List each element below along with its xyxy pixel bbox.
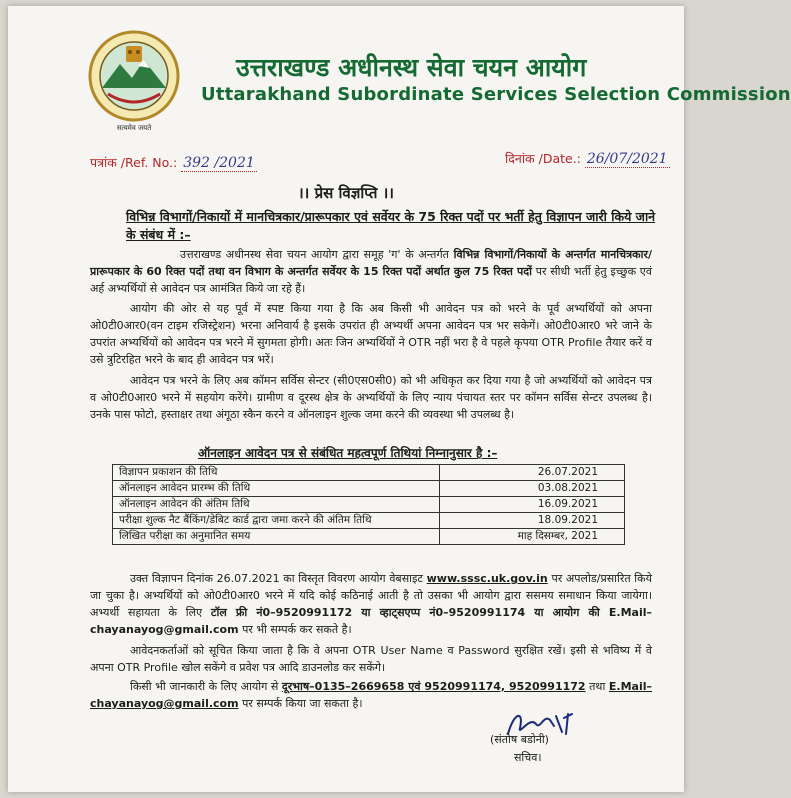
- date-event-value: 03.08.2021: [440, 481, 625, 497]
- paragraph-text: पर सीधी भर्ती हेतु इच्छुक एवं अर्ह अभ्यर्थियों से आवेदन पत्र आमंत्रित किये जा रहे हैं।: [90, 265, 652, 295]
- paragraph-website: [90, 570, 652, 638]
- paragraph-csc: आवेदन पत्र भरने के लिए अब कॉमन सर्विस सेन्टर (सी0एस0सी0) को भी अधिकृत कर दिया गया है जो अभ्यर्थियों को आवेदन पत्र व ओ0टी0आर0 भरने में सहयोग करेंगे। ग्रामीण व दूरस्थ क्षेत्र के अभ्यर्थियों के लिए न्याय पंचायत स्तर पर कॉमन सर्विस सेन्टर उपलब्ध है। उनके पास फोटो, हस्ताक्षर तथा अंगूठा स्कैन करने व ऑनलाइन शुल्क जमा करने की व्यवस्था भी उपलब्ध है।: [90, 374, 652, 421]
- table-row: [113, 513, 625, 529]
- paragraph-text: पर भी सम्पर्क कर सकते है।: [238, 623, 352, 636]
- notice-title: ।। प्रेस विज्ञप्ति ।।: [298, 184, 394, 202]
- ref-label: पत्रांक /Ref. No.:: [90, 155, 178, 170]
- website-link[interactable]: www.sssc.uk.gov.in: [426, 572, 548, 585]
- vacancy-details: विभिन्न विभागों/निकायों के अन्तर्गत मानचित्रकार/प्रारूपकार के 60 रिक्त पदों तथा वन विभाग के अन्तर्गत सर्वेयर के 15 रिक्त पदों अर्थात कुल 75 रिक्त पदों: [90, 248, 652, 278]
- commission-name-hindi: उत्तराखण्ड अधीनस्थ सेवा चयन आयोग: [236, 53, 587, 82]
- paragraph-text: पर सम्पर्क किया जा सकता है।: [238, 697, 363, 710]
- signatory-designation: सचिव।: [514, 751, 542, 764]
- date-event-label: ऑनलाइन आवेदन प्रारम्भ की तिथि: [113, 481, 440, 497]
- emblem-caption: सत्यमेव जयते: [116, 124, 152, 132]
- commission-name-english: Uttarakhand Subordinate Services Selection Commission: [201, 84, 791, 105]
- helpline-details: टॉल फ्री नं0–9520991172 या व्हाट्सएप्प नं0–9520991174 या आयोग की E.Mail–chayanayog@gmail.com: [90, 606, 652, 636]
- table-row: [113, 529, 625, 545]
- contact-phone: दूरभाष–0135–2669658 एवं 9520991174, 9520991172: [281, 680, 586, 693]
- date-event-label: लिखित परीक्षा का अनुमानित समय: [113, 529, 440, 545]
- date-event-label: परीक्षा शुल्क नैट बैंकिंग/डेबिट कार्ड द्वारा जमा करने की अंतिम तिथि: [113, 513, 440, 529]
- table-row: [113, 465, 625, 481]
- paragraph-text: पर अपलोड/प्रसारित किये जा चुका है। अभ्यर्थियों को ओ0टी0आर0 भरने में यदि कोई कठिनाई आती है तो उसका भी आयोग द्वारा ससमय समाधान किया जायेगा। अभ्यर्थी सहायता के लिए: [90, 572, 652, 619]
- date-event-value: माह दिसम्बर, 2021: [440, 529, 625, 545]
- date-event-label: ऑनलाइन आवेदन की अंतिम तिथि: [113, 497, 440, 513]
- reference-number: [90, 154, 257, 171]
- paragraph-text: किसी भी जानकारी के लिए आयोग से: [130, 680, 282, 693]
- paragraph-vacancies: [90, 246, 652, 297]
- date-event-value: 16.09.2021: [440, 497, 625, 513]
- date-value: 26/07/2021: [586, 151, 668, 167]
- date-event-value: 26.07.2021: [440, 465, 625, 481]
- dates-table-title: ऑनलाइन आवेदन पत्र से संबंधित महत्वपूर्ण तिथियां निम्नानुसार है :–: [198, 446, 498, 460]
- paragraph-text: उत्तराखण्ड अधीनस्थ सेवा चयन आयोग द्वारा समूह 'ग' के अन्तर्गत: [180, 248, 454, 261]
- notice-page: [8, 6, 791, 792]
- date-event-value: 18.09.2021: [440, 513, 625, 529]
- notice-subject: विभिन्न विभागों/निकायों में मानचित्रकार/प्रारूपकार एवं सर्वेयर के 75 रिक्त पदों पर भर्ती हेतु विज्ञापन जारी किये जाने के संबंध में :–: [126, 209, 656, 242]
- table-row: [113, 497, 625, 513]
- paragraph-text: उक्त विज्ञापन दिनांक 26.07.2021 का विस्तृत विवरण आयोग वेबसाइट: [130, 572, 427, 585]
- commission-emblem: [86, 26, 182, 134]
- paragraph-text: तथा: [585, 680, 609, 693]
- signatory-name: (संतोष बडोनी): [490, 733, 549, 746]
- paragraph-otr: आयोग की ओर से यह पूर्व में स्पष्ट किया गया है कि अब किसी भी आवेदन पत्र को भरने के पूर्व अभ्यर्थियों को अपना ओ0टी0आर0(वन टाइम रजिस्ट्रेशन) भरना अनिवार्य है इसके उपरांत ही अभ्यर्थी अपना आवेदन पत्र भर सकेगें। ओ0टी0आर0 भरे जाने के उपरांत अभ्यर्थियों को आवेदन पत्र भरने में सुगमता होगी। अतः जिन अभ्यर्थियों ने OTR नहीं भरा है वे पहले कृपया OTR Profile तैयार करें व उसे त्रुटिरहित भरने के बाद ही आवेदन पत्र भरें।: [90, 302, 652, 366]
- important-dates-table: [112, 464, 625, 545]
- table-row: [113, 481, 625, 497]
- paragraph-credentials: आवेदनकर्ताओं को सूचित किया जाता है कि वे अपना OTR User Name व Password सुरक्षित रखें। इसी से भविष्य में वे अपना OTR Profile खोल सकेंगे व प्रवेश पत्र आदि डाउनलोड कर सकेंगे।: [90, 644, 652, 674]
- date-event-label: विज्ञापन प्रकाशन की तिथि: [113, 465, 440, 481]
- ref-value: 392 /2021: [183, 155, 255, 171]
- notice-date: [505, 150, 670, 167]
- contact-email[interactable]: E.Mail–chayanayog@gmail.com: [90, 680, 652, 710]
- date-label: दिनांक /Date.:: [505, 151, 581, 166]
